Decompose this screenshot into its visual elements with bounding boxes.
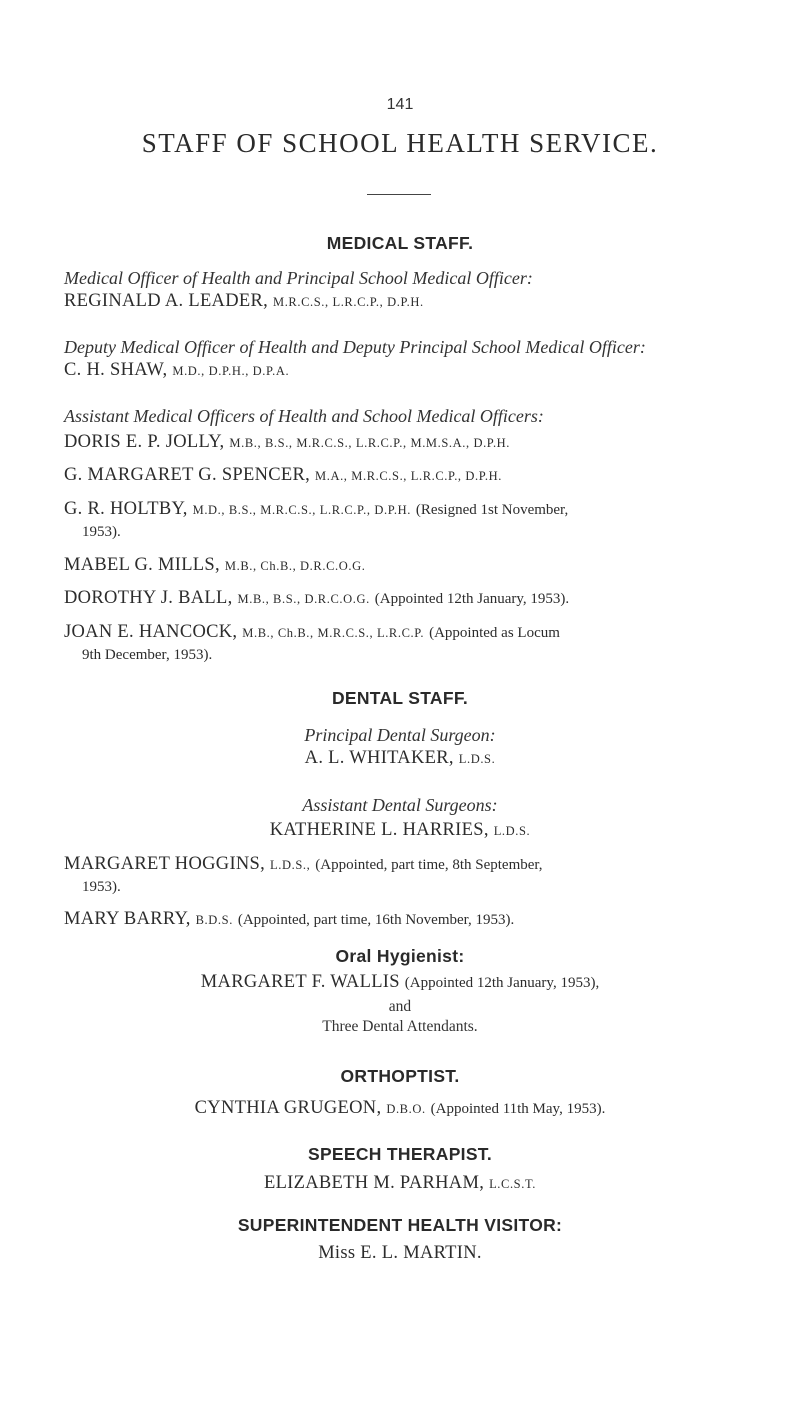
assistant-dental-role: Assistant Dental Surgeons: xyxy=(302,795,498,815)
speech-therapist-heading: SPEECH THERAPIST. xyxy=(307,1144,493,1164)
assistant-mo-entry-1 xyxy=(64,432,510,453)
assistant-dental-name: MARY BARRY, xyxy=(64,909,191,929)
assistant-mo-degrees: M.B., Ch.B., D.R.C.O.G. xyxy=(224,559,366,573)
principal-dental-degrees: L.D.S. xyxy=(458,752,496,766)
assistant-mo-note: (Appointed 12th January, 1953). xyxy=(374,591,570,607)
assistant-dental-name: MARGARET HOGGINS, xyxy=(64,854,266,874)
assistant-dental-degrees: L.D.S., xyxy=(270,858,311,872)
speech-therapist-entry xyxy=(0,1173,800,1194)
assistant-mo-name: DOROTHY J. BALL, xyxy=(64,588,233,608)
assistant-mo-entry-4 xyxy=(64,555,365,576)
moh-role: Medical Officer of Health and Principal School Medical Officer: xyxy=(64,268,533,288)
oral-hygienist-heading: Oral Hygienist: xyxy=(335,946,465,966)
assistant-mo-entry-2 xyxy=(64,465,502,486)
title-divider xyxy=(367,194,431,195)
orthoptist-degrees: D.B.O. xyxy=(386,1102,426,1116)
assistant-dental-note-cont: 1953). xyxy=(82,879,121,895)
assistant-mo-degrees: M.B., B.S., D.R.C.O.G. xyxy=(237,592,370,606)
oral-hygienist-entry xyxy=(0,972,800,993)
assistant-mo-entry-3 xyxy=(64,498,744,543)
assistant-mo-entry-5 xyxy=(64,588,569,609)
dental-attendants: Three Dental Attendants. xyxy=(322,1018,478,1035)
assistant-dental-degrees: B.D.S. xyxy=(195,913,233,927)
assistant-mo-name: G. MARGARET G. SPENCER, xyxy=(64,465,311,485)
deputy-role: Deputy Medical Officer of Health and Deputy Principal School Medical Officer: xyxy=(64,337,646,357)
assistant-mo-note: (Resigned 1st November, xyxy=(415,502,569,518)
orthoptist-name: CYNTHIA GRUGEON, xyxy=(194,1098,382,1118)
assistant-dental-entry-2 xyxy=(64,853,744,898)
deputy-entry xyxy=(64,360,289,381)
principal-dental-role: Principal Dental Surgeon: xyxy=(304,725,496,745)
orthoptist-entry xyxy=(0,1098,800,1119)
superintendent-name: Miss E. L. MARTIN. xyxy=(318,1243,482,1263)
oral-hygienist-note: (Appointed 12th January, 1953), xyxy=(404,975,600,991)
oral-hygienist-and: and xyxy=(388,998,412,1015)
assistant-dental-name: KATHERINE L. HARRIES, xyxy=(269,820,489,840)
assistant-dental-entry-3 xyxy=(64,909,514,930)
assistant-mo-name: G. R. HOLTBY, xyxy=(64,499,188,519)
assistant-mo-note-cont: 9th December, 1953). xyxy=(82,647,213,663)
speech-therapist-name: ELIZABETH M. PARHAM, xyxy=(263,1173,485,1193)
page-number: 141 xyxy=(386,96,414,113)
orthoptist-note: (Appointed 11th May, 1953). xyxy=(430,1101,606,1117)
assistant-mo-degrees: M.B., B.S., M.R.C.S., L.R.C.P., M.M.S.A., D.P.H. xyxy=(229,436,511,450)
orthoptist-heading: ORTHOPTIST. xyxy=(340,1066,460,1086)
moh-name: REGINALD A. LEADER, xyxy=(64,291,269,311)
principal-dental-name: A. L. WHITAKER, xyxy=(304,748,454,768)
medical-staff-heading: MEDICAL STAFF. xyxy=(326,233,474,253)
speech-therapist-degrees: L.C.S.T. xyxy=(489,1177,536,1191)
assistant-mo-degrees: M.D., B.S., M.R.C.S., L.R.C.P., D.P.H. xyxy=(192,503,411,517)
assistant-dental-entry-1 xyxy=(0,820,800,841)
deputy-degrees: M.D., D.P.H., D.P.A. xyxy=(172,364,290,378)
assistant-mo-note: (Appointed as Locum xyxy=(429,625,560,641)
deputy-name: C. H. SHAW, xyxy=(64,360,168,380)
assistant-dental-note: (Appointed, part time, 16th November, 1953). xyxy=(237,912,515,928)
assistant-dental-note: (Appointed, part time, 8th September, xyxy=(315,857,543,873)
assistant-mo-name: DORIS E. P. JOLLY, xyxy=(64,432,225,452)
moh-degrees: M.R.C.S., L.R.C.P., D.P.H. xyxy=(272,295,424,309)
assistant-dental-degrees: L.D.S. xyxy=(493,824,531,838)
oral-hygienist-name: MARGARET F. WALLIS xyxy=(200,972,400,992)
assistant-mo-degrees: M.B., Ch.B., M.R.C.S., L.R.C.P. xyxy=(242,626,425,640)
assistant-mo-name: MABEL G. MILLS, xyxy=(64,555,220,575)
moh-entry xyxy=(64,291,424,312)
assistant-mo-note-cont: 1953). xyxy=(82,524,121,540)
assistant-mo-degrees: M.A., M.R.C.S., L.R.C.P., D.P.H. xyxy=(315,469,502,483)
principal-dental-entry xyxy=(0,748,800,769)
superintendent-heading: SUPERINTENDENT HEALTH VISITOR: xyxy=(237,1215,563,1235)
dental-staff-heading: DENTAL STAFF. xyxy=(331,688,469,708)
assistant-mo-name: JOAN E. HANCOCK, xyxy=(64,622,238,642)
page-title: STAFF OF SCHOOL HEALTH SERVICE. xyxy=(141,128,659,158)
assistant-mo-entry-6 xyxy=(64,621,744,666)
assistant-mo-role: Assistant Medical Officers of Health and School Medical Officers: xyxy=(64,406,544,426)
